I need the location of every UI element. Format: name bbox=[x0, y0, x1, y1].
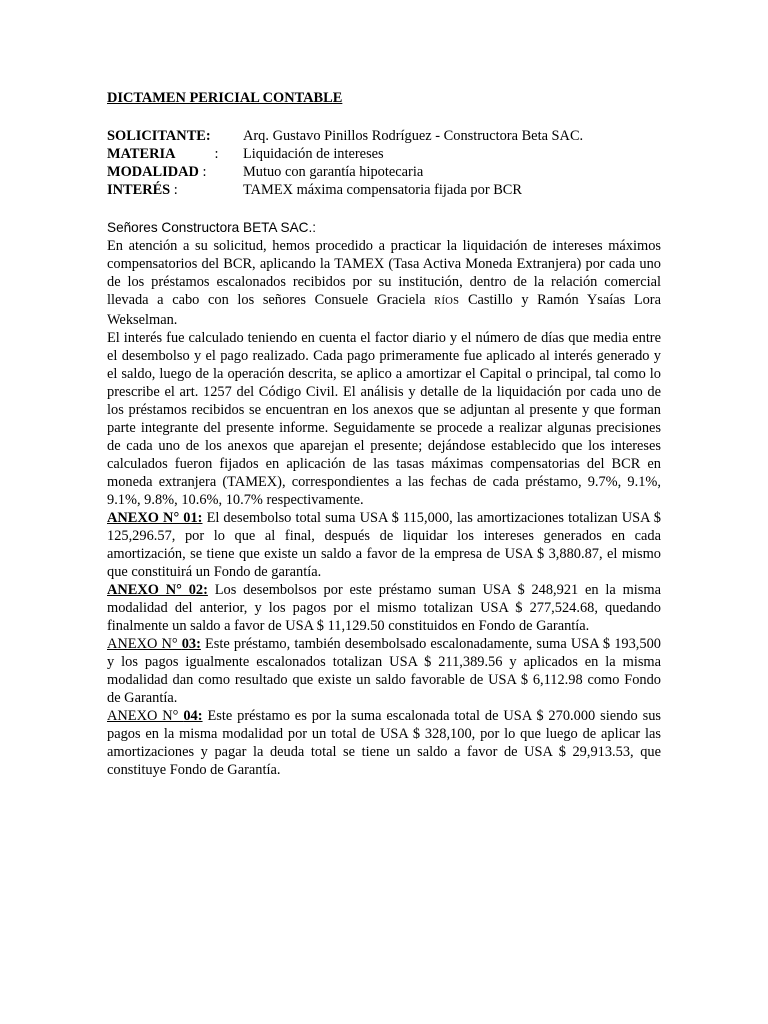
annex-01-text: El desembolso total suma USA $ 115,000, las amortizaciones totalizan USA $ 125,296.57, por lo que al final, después de liquidar los intereses generados en cada amortización, se tiene que existe un saldo a favor de la empresa de USA $ 3,880.87, el mismo que constituirá un Fondo de garantía. bbox=[107, 510, 661, 580]
annex-04-paragraph bbox=[107, 707, 661, 779]
document-title: DICTAMEN PERICIAL CONTABLE bbox=[107, 90, 343, 106]
annex-03-paragraph bbox=[107, 635, 661, 707]
annex-01-paragraph bbox=[107, 509, 661, 581]
annex-03-text: Este préstamo, también desembolsado escalonadamente, suma USA $ 193,500 y los pagos igualmente escalonados totalizan USA $ 211,389.56 y aplicados en la misma modalidad dan como resultado que existe un saldo favorable de USA $ 6,112.98 como Fondo de Garantía. bbox=[107, 636, 661, 706]
field-solicitante bbox=[107, 127, 661, 145]
surname-rios: RÍOS bbox=[434, 296, 460, 307]
field-value-modalidad: Mutuo con garantía hipotecaria bbox=[243, 164, 424, 180]
header-fields bbox=[107, 127, 661, 199]
field-colon-interes: : bbox=[173, 182, 178, 198]
field-modalidad bbox=[107, 163, 661, 181]
annex-02-paragraph bbox=[107, 581, 661, 635]
greeting: Señores Constructora BETA SAC.: bbox=[107, 220, 317, 235]
method-paragraph: El interés fue calculado teniendo en cuenta el factor diario y el número de días que media entre el desembolso y el pago realizado. Cada pago primeramente fue aplicado al interés generado y el saldo, luego de la operación descrita, se aplico a amortizar el Capital o principal, tal como lo prescribe el art. 1257 del Código Civil. El análisis y detalle de la liquidación por cada uno de los préstamos recibidos se encuentran en los anexos que se adjuntan al presente y que forman parte integrante del presente informe. Seguidamente se procede a realizar algunas precisiones de cada uno de los anexos que aparejan el presente; dejándose establecido que los intereses calculados fueron fijados en aplicación de las tasas máximas compensatorias del BCR en moneda extranjera (TAMEX), correspondientes a las fechas de cada préstamo, 9.7%, 9.1%, 9.1%, 9.8%, 10.6%, 10.7% respectivamente. bbox=[107, 330, 661, 508]
field-label-materia: MATERIA bbox=[107, 146, 176, 162]
field-materia bbox=[107, 145, 661, 163]
annex-04-text: Este préstamo es por la suma escalonada total de USA $ 270.000 siendo sus pagos en la misma modalidad por un total de USA $ 328,100, por lo que luego de aplicar las amortizaciones y pagar la deuda total se tiene un saldo a favor de USA $ 29,913.53, que constituye Fondo de Garantía. bbox=[107, 708, 661, 778]
document-page bbox=[107, 89, 661, 779]
field-colon-materia: : bbox=[214, 146, 219, 162]
annex-03-label: ANEXO N° 03: bbox=[107, 636, 201, 652]
field-label-interes: INTERÉS bbox=[107, 182, 171, 198]
annex-02-text: Los desembolsos por este préstamo suman USA $ 248,921 en la misma modalidad del anterior, y los pagos por el mismo totalizan USA $ 277,524.68, quedando finalmente un saldo a favor de USA $ 11,129.50 constituidos en Fondo de Garantía. bbox=[107, 582, 661, 634]
annex-02-label: ANEXO N° 02: bbox=[107, 582, 208, 598]
field-label-modalidad: MODALIDAD bbox=[107, 164, 199, 180]
annex-01-label: ANEXO N° 01: bbox=[107, 510, 203, 526]
annex-04-label: ANEXO N° 04: bbox=[107, 708, 203, 724]
field-interes bbox=[107, 181, 661, 199]
intro-paragraph: En atención a su solicitud, hemos procedido a practicar la liquidación de intereses máximos compensatorios del BCR, aplicando la TAMEX (Tasa Activa Moneda Extranjera) por cada uno de los préstamos escalonados recibidos por su institución, dentro de la relación comercial llevada a cabo con los señores Consuele Graciela RÍOS Castillo y Ramón Ysaías Lora Wekselman. bbox=[107, 238, 661, 328]
field-colon-modalidad: : bbox=[202, 164, 207, 180]
field-value-interes: TAMEX máxima compensatoria fijada por BCR bbox=[243, 182, 523, 198]
field-value-materia: Liquidación de intereses bbox=[243, 146, 384, 162]
field-value-solicitante: Arq. Gustavo Pinillos Rodríguez - Constructora Beta SAC. bbox=[243, 128, 584, 144]
field-label-solicitante: SOLICITANTE: bbox=[107, 128, 211, 144]
